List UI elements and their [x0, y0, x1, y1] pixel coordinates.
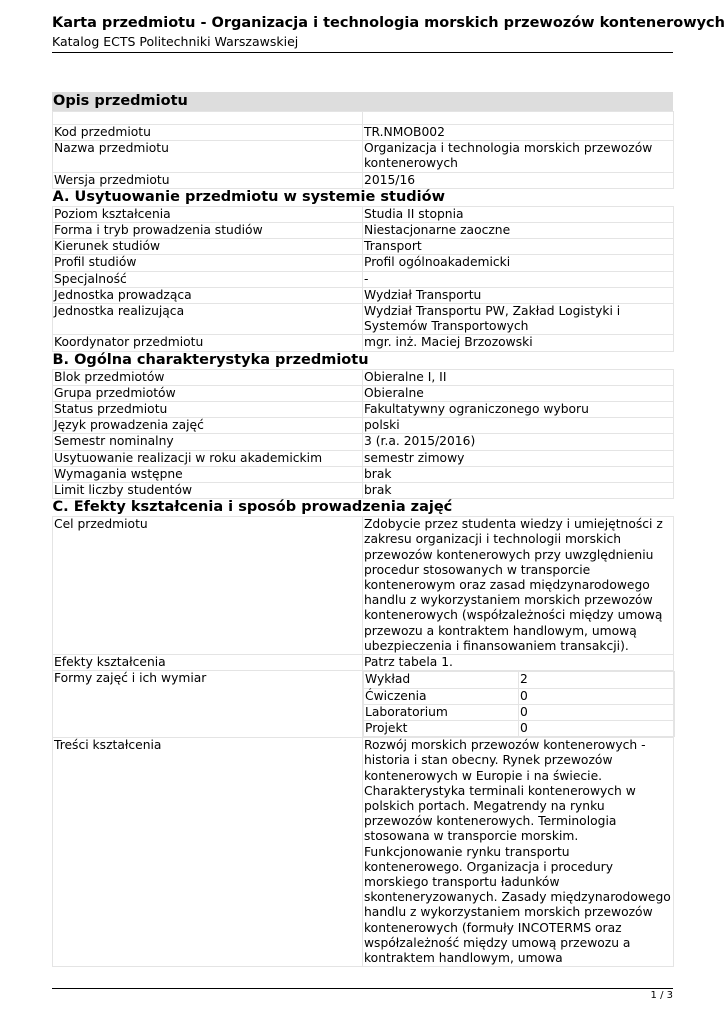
row-label: Grupa przedmiotów — [53, 385, 363, 401]
table-row — [53, 172, 674, 188]
row-value: 2015/16 — [363, 172, 674, 188]
row-label: Treści kształcenia — [53, 738, 363, 967]
table-row — [53, 385, 674, 401]
course-info-table — [52, 111, 674, 967]
row-value: TR.NMOB002 — [363, 125, 674, 141]
section-title-c: C. Efekty kształcenia i sposób prowadzenia zajęć — [52, 499, 453, 516]
page-number: 1 / 3 — [650, 990, 673, 1001]
row-label: Koordynator przedmiotu — [53, 335, 363, 351]
row-label: Wersja przedmiotu — [53, 172, 363, 188]
row-label: Blok przedmiotów — [53, 369, 363, 385]
row-label: Kierunek studiów — [53, 239, 363, 255]
document-subtitle: Katalog ECTS Politechniki Warszawskiej — [52, 34, 299, 49]
form-row — [364, 704, 675, 720]
document-body — [52, 92, 673, 965]
form-hours: 0 — [519, 704, 675, 720]
form-name: Ćwiczenia — [364, 688, 519, 704]
row-value: Transport — [363, 239, 674, 255]
row-label: Kod przedmiotu — [53, 125, 363, 141]
row-value: Profil ogólnoakademicki — [363, 255, 674, 271]
table-row — [53, 141, 674, 172]
table-row — [53, 255, 674, 271]
forms-cell — [363, 671, 674, 738]
row-value: Zdobycie przez studenta wiedzy i umiejętności z zakresu organizacji i technologii morskich przewozów kontenerowych przy uwzględnieniu procedur stosowanych w transporcie kontenerowym oraz zasad międzynarodowego handlu z wykorzystaniem morskich przewozów kontenerowych (współzależności między umową przewozu a kontraktem handlowym, umową ubezpieczenia i finansowaniem transakcji). — [363, 517, 674, 655]
row-label: Cel przedmiotu — [53, 517, 363, 655]
table-row — [53, 335, 674, 351]
table-row — [53, 287, 674, 303]
form-name: Wykład — [364, 672, 519, 688]
row-label: Profil studiów — [53, 255, 363, 271]
table-row — [53, 418, 674, 434]
row-label: Status przedmiotu — [53, 402, 363, 418]
forms-table — [363, 671, 675, 737]
row-label: Specjalność — [53, 271, 363, 287]
row-label: Semestr nominalny — [53, 434, 363, 450]
row-value: Obieralne — [363, 385, 674, 401]
row-value: mgr. inż. Maciej Brzozowski — [363, 335, 674, 351]
row-value: Wydział Transportu PW, Zakład Logistyki i Systemów Transportowych — [363, 304, 674, 335]
row-label: Formy zajęć i ich wymiar — [53, 671, 363, 738]
form-hours: 0 — [519, 688, 675, 704]
form-name: Laboratorium — [364, 704, 519, 720]
table-row — [53, 402, 674, 418]
row-label: Wymagania wstępne — [53, 466, 363, 482]
row-value: Niestacjonarne zaoczne — [363, 223, 674, 239]
table-row — [53, 655, 674, 671]
row-value: brak — [363, 466, 674, 482]
table-row — [53, 450, 674, 466]
row-value: Patrz tabela 1. — [363, 655, 674, 671]
row-value: Wydział Transportu — [363, 287, 674, 303]
section-heading-row — [53, 499, 674, 517]
row-value: Obieralne I, II — [363, 369, 674, 385]
row-value: Fakultatywny ograniczonego wyboru — [363, 402, 674, 418]
row-label: Jednostka realizująca — [53, 304, 363, 335]
row-value: brak — [363, 483, 674, 499]
row-value: Rozwój morskich przewozów kontenerowych - historia i stan obecny. Rynek przewozów kontenerowych w Europie i na świecie. Charakterystyka terminali kontenerowych w polskich portach. Megatrendy na rynku przewozów kontenerowych. Terminologia stosowana w transporcie morskim. Funkcjonowanie rynku transportu kontenerowego. Organizacja i procedury morskiego transportu ładunków skonteneryzowanych. Zasady międzynarodowego handlu z wykorzystaniem morskich przewozów kontenerowych (formuły INCOTERMS oraz współzależność między umową przewozu a kontraktem handlowym, umowa — [363, 738, 674, 967]
table-row — [53, 483, 674, 499]
row-value: polski — [363, 418, 674, 434]
table-row — [53, 369, 674, 385]
section-heading-row — [53, 188, 674, 206]
table-row — [53, 223, 674, 239]
table-row — [53, 206, 674, 222]
table-row — [53, 517, 674, 655]
section-title-a: A. Usytuowanie przedmiotu w systemie studiów — [52, 188, 445, 205]
table-row — [53, 304, 674, 335]
table-row — [53, 466, 674, 482]
row-label: Usytuowanie realizacji w roku akademickim — [53, 450, 363, 466]
document-title: Karta przedmiotu - Organizacja i technologia morskich przewozów kontenerowych — [52, 15, 725, 31]
row-value: semestr zimowy — [363, 450, 674, 466]
section-title-opis: Opis przedmiotu — [52, 92, 673, 111]
form-row — [364, 720, 675, 736]
row-value: 3 (r.a. 2015/2016) — [363, 434, 674, 450]
row-label: Forma i tryb prowadzenia studiów — [53, 223, 363, 239]
row-value: Organizacja i technologia morskich przewozów kontenerowych — [363, 141, 674, 172]
table-row — [53, 671, 674, 738]
row-label: Limit liczby studentów — [53, 483, 363, 499]
row-value: - — [363, 271, 674, 287]
row-label: Nazwa przedmiotu — [53, 141, 363, 172]
table-row — [53, 271, 674, 287]
form-hours: 2 — [519, 672, 675, 688]
form-row — [364, 672, 675, 688]
form-row — [364, 688, 675, 704]
row-label: Język prowadzenia zajęć — [53, 418, 363, 434]
section-heading-row — [53, 351, 674, 369]
table-row — [53, 239, 674, 255]
table-row — [53, 434, 674, 450]
footer-divider — [52, 988, 673, 989]
form-name: Projekt — [364, 720, 519, 736]
row-label: Efekty kształcenia — [53, 655, 363, 671]
table-row — [53, 738, 674, 967]
table-row — [53, 125, 674, 141]
page-header — [52, 14, 725, 50]
row-value: Studia II stopnia — [363, 206, 674, 222]
row-label: Jednostka prowadząca — [53, 287, 363, 303]
spacer-row — [53, 112, 674, 125]
row-label: Poziom kształcenia — [53, 206, 363, 222]
section-title-b: B. Ogólna charakterystyka przedmiotu — [52, 351, 369, 368]
form-hours: 0 — [519, 720, 675, 736]
header-divider — [52, 52, 673, 53]
